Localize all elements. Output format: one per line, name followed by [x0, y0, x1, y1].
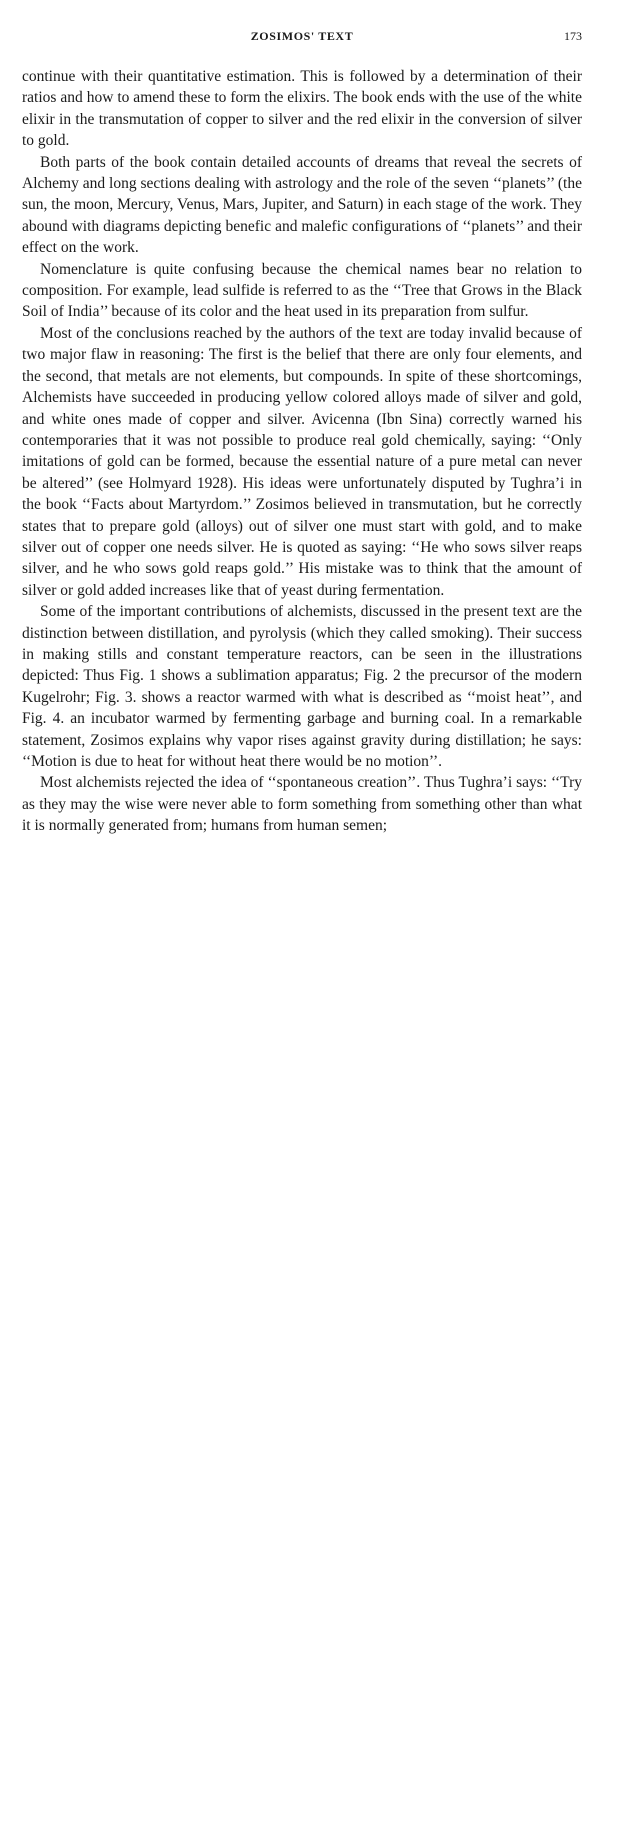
- page-header: [22, 27, 582, 47]
- page-number: 173: [564, 29, 582, 43]
- paragraph: continue with their quantitative estimation. This is followed by a determination of their ratios and how to amend these to form the elixirs. The book ends with the use of the white elixir in the transmutation of copper to silver and the red elixir in the conversion of silver to gold.: [22, 68, 582, 150]
- paragraph: Both parts of the book contain detailed accounts of dreams that reveal the secrets of Alchemy and long sections dealing with astrology and the role of the seven ‘‘planets’’ (the sun, the moon, Mercury, Venus, Mars, Jupiter, and Saturn) in each stage of the work. They abound with diagrams depicting benefic and malefic configurations of ‘‘planets’’ and their effect on the work.: [22, 153, 582, 257]
- running-head: ZOSIMOS' TEXT: [250, 29, 354, 43]
- paragraph: Nomenclature is quite confusing because the chemical names bear no relation to composition. For example, lead sulfide is referred to as the ‘‘Tree that Grows in the Black Soil of India’’ because of its color and the heat used in its preparation from sulfur.: [22, 260, 582, 321]
- paragraph: Some of the important contributions of alchemists, discussed in the present text are the distinction between distillation, and pyrolysis (which they called smoking). Their success in making stills and constant temperature reactors, can be seen in the illustrations depicted: Thus Fig. 1 shows a sublimation apparatus; Fig. 2 the precursor of the modern Kugelrohr; Fig. 3. shows a reactor warmed with what is described as ‘‘moist heat’’, and Fig. 4. an incubator warmed by fermenting garbage and burning coal. In a remarkable statement, Zosimos explains why vapor rises against gravity during distillation; he says: ‘‘Motion is due to heat for without heat there would be no motion’’.: [22, 603, 582, 770]
- paragraph: Most of the conclusions reached by the authors of the text are today invalid because of two major flaw in reasoning: The first is the belief that there are only four elements, and the second, that metals are not elements, but compounds. In spite of these shortcomings, Alchemists have succeeded in producing yellow colored alloys made of silver and gold, and white ones made of copper and silver. Avicenna (Ibn Sina) correctly warned his contemporaries that it was not possible to produce real gold chemically, saying: ‘‘Only imitations of gold can be formed, because the essential nature of a pure metal can never be altered’’ (see Holmyard 1928). His ideas were unfortunately disputed by Tughra’i in the book ‘‘Facts about Martyrdom.’’ Zosimos believed in transmutation, but he correctly states that to prepare gold (alloys) out of silver one must start with gold, and to make silver out of copper one needs silver. He is quoted as saying: ‘‘He who sows silver reaps silver, and he who sows gold reaps gold.’’ His mistake was to think that the amount of silver or gold added increases like that of yeast during fermentation.: [22, 324, 582, 599]
- paragraph: Most alchemists rejected the idea of ‘‘spontaneous creation’’. Thus Tughra’i says: ‘‘Try as they may the wise were never able to form something from something other than what it is normally generated from; humans from human semen;: [22, 774, 582, 835]
- body-text: [22, 66, 582, 837]
